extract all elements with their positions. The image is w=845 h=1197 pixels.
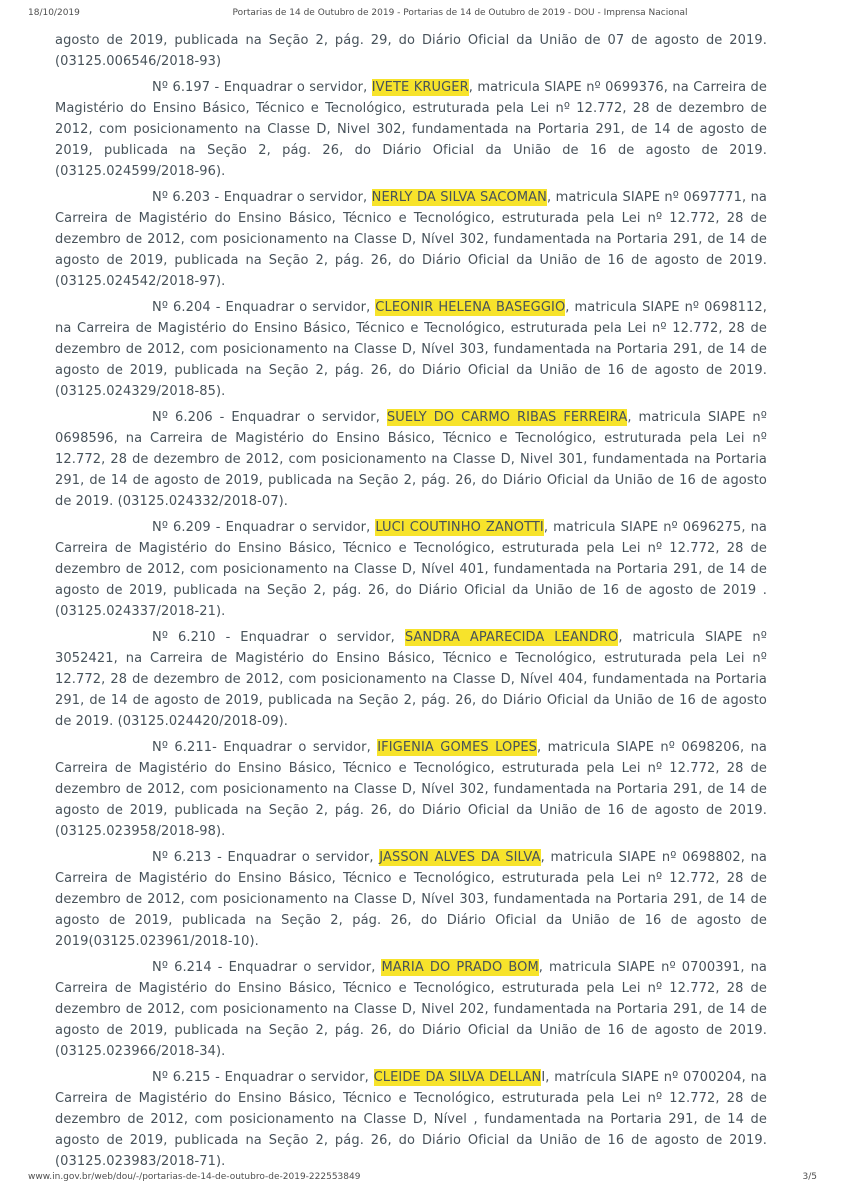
portaria-text-post: , matricula SIAPE nº 0698112, na Carreira de Magistério do Ensino Básico, Técnico e Tecnológico, estruturada pela Lei nº 12.772, 28 de dezembro de 2012, com posicionamento na Classe D, Nível 303, fundamentada na Portaria 291, de 14 de agosto de 2019, publicada na Seção 2, pág. 26, do Diário Oficial da União de 16 de agosto de 2019. (03125.024329/2018-85). — [55, 300, 767, 399]
document-body — [55, 30, 767, 1177]
portaria-text-pre: Nº 6.215 - Enquadrar o servidor, — [152, 1070, 374, 1085]
portaria-text-pre: Nº 6.203 - Enquadrar o servidor, — [152, 190, 372, 205]
portaria-text-pre: Nº 6.214 - Enquadrar o servidor, — [152, 960, 382, 975]
portaria-text-pre: Nº 6.209 - Enquadrar o servidor, — [152, 520, 376, 535]
intro-paragraph: agosto de 2019, publicada na Seção 2, pág. 29, do Diário Oficial da União de 07 de agosto de 2019. (03125.006546/2018-93) — [55, 33, 767, 69]
print-footer — [28, 1172, 817, 1182]
portaria-paragraph — [55, 77, 767, 182]
portaria-paragraph — [55, 737, 767, 842]
portaria-text-pre: Nº 6.206 - Enquadrar o servidor, — [152, 410, 387, 425]
highlighted-servant-name: NERLY DA SILVA SACOMAN — [371, 190, 547, 205]
portaria-text-post: , matricula SIAPE nº 3052421, na Carreira de Magistério do Ensino Básico, Técnico e Tecnológico, estruturada pela Lei nº 12.772, 28 de dezembro de 2012, com posicionamento na Classe D, Nível 404, fundamentada na Portaria 291, de 14 de agosto de 2019, publicada na Seção 2, pág. 26, do Diário Oficial da União de 16 de agosto de 2019. (03125.024420/2018-09). — [55, 630, 767, 729]
portaria-paragraph — [55, 1067, 767, 1172]
highlighted-servant-name: IVETE KRUGER — [371, 80, 469, 95]
portaria-text-pre: Nº 6.211- Enquadrar o servidor, — [152, 740, 378, 755]
portaria-paragraph — [55, 297, 767, 402]
portaria-text-post: , matricula SIAPE nº 0696275, na Carreira de Magistério do Ensino Básico, Técnico e Tecnológico, estruturada pela Lei nº 12.772, 28 de dezembro de 2012, com posicionamento na Classe D, Nível 401, fundamentada na Portaria 291, de 14 de agosto de 2019, publicada na Seção 2, pág. 26, do Diário Oficial da União de 16 de agosto de 2019 . (03125.024337/2018-21). — [55, 520, 768, 619]
portaria-paragraph — [55, 847, 767, 952]
highlighted-servant-name: SANDRA APARECIDA LEANDRO — [404, 630, 619, 645]
portaria-paragraph — [55, 627, 767, 732]
portaria-text-post: , matricula SIAPE nº 0697771, na Carreira de Magistério do Ensino Básico, Técnico e Tecnológico, estruturada pela Lei nº 12.772, 28 de dezembro de 2012, com posicionamento na Classe D, Nível 302, fundamentada na Portaria 291, de 14 de agosto de 2019, publicada na Seção 2, pág. 26, do Diário Oficial da União de 16 de agosto de 2019. (03125.024542/2018-97). — [55, 190, 767, 289]
highlighted-servant-name: MARIA DO PRADO BOM — [381, 960, 539, 975]
highlighted-servant-name: IFIGENIA GOMES LOPES — [377, 740, 537, 755]
highlighted-servant-name: CLEIDE DA SILVA DELLAN — [373, 1070, 542, 1085]
portaria-text-post: , matricula SIAPE nº 0699376, na Carreira de Magistério do Ensino Básico, Técnico e Tecnológico, estruturada pela Lei nº 12.772, 28 de dezembro de 2012, com posicionamento na Classe D, Nivel 302, fundamentada na Portaria 291, de 14 de agosto de 2019, publicada na Seção 2, pág. 26, do Diário Oficial da União de 16 de agosto de 2019. (03125.024599/2018-96). — [55, 80, 767, 179]
portaria-text-post: I, matrícula SIAPE nº 0700204, na Carreira de Magistério do Ensino Básico, Técnico e Tecnológico, estruturada pela Lei nº 12.772, 28 de dezembro de 2012, com posicionamento na Classe D, Nível , fundamentada na Portaria 291, de 14 de agosto de 2019, publicada na Seção 2, pág. 26, do Diário Oficial da União de 16 de agosto de 2019. (03125.023983/2018-71). — [55, 1070, 767, 1169]
header-title: Portarias de 14 de Outubro de 2019 - Portarias de 14 de Outubro de 2019 - DOU - Imprensa Nacional — [232, 8, 688, 18]
portaria-text-post: , matricula SIAPE nº 0698802, na Carreira de Magistério do Ensino Básico, Técnico e Tecnológico, estruturada pela Lei nº 12.772, 28 de dezembro de 2012, com posicionamento na Classe D, Nível 303, fundamentada na Portaria 291, de 14 de agosto de 2019, publicada na Seção 2, pág. 26, do Diário Oficial da União de 16 de agosto de 2019(03125.023961/2018-10). — [55, 850, 767, 949]
highlighted-servant-name: JASSON ALVES DA SILVA — [379, 850, 541, 865]
portaria-text-post: , matricula SIAPE nº 0700391, na Carreira de Magistério do Ensino Básico, Técnico e Tecnológico, estruturada pela Lei nº 12.772, 28 de dezembro de 2012, com posicionamento na Classe D, Nivel 202, fundamentada na Portaria 291, de 14 de agosto de 2019, publicada na Seção 2, pág. 26, do Diário Oficial da União de 16 de agosto de 2019. (03125.023966/2018-34). — [55, 960, 767, 1059]
header-date: 18/10/2019 — [28, 8, 80, 18]
portaria-paragraph — [55, 187, 767, 292]
portaria-paragraph — [55, 957, 767, 1062]
portaria-text-pre: Nº 6.197 - Enquadrar o servidor, — [152, 80, 372, 95]
portaria-text-pre: Nº 6.204 - Enquadrar o servidor, — [152, 300, 376, 315]
portaria-text-post: , matricula SIAPE nº 0698596, na Carreira de Magistério do Ensino Básico, Técnico e Tecnológico, estruturada pela Lei nº 12.772, 28 de dezembro de 2012, com posicionamento na Classe D, Nivel 301, fundamentada na Portaria 291, de 14 de agosto de 2019, publicada na Seção 2, pág. 26, do Diário Oficial da União de 16 de agosto de 2019. (03125.024332/2018-07). — [55, 410, 767, 509]
footer-page-number: 3/5 — [802, 1172, 817, 1182]
portaria-paragraph — [55, 407, 767, 512]
highlighted-servant-name: SUELY DO CARMO RIBAS FERREIRA — [386, 410, 628, 425]
portaria-text-post: , matricula SIAPE nº 0698206, na Carreira de Magistério do Ensino Básico, Técnico e Tecnológico, estruturada pela Lei nº 12.772, 28 de dezembro de 2012, com posicionamento na Classe D, Nível 302, fundamentada na Portaria 291, de 14 de agosto de 2019, publicada na Seção 2, pág. 26, do Diário Oficial da União de 16 de agosto de 2019. (03125.023958/2018-98). — [55, 740, 767, 839]
portarias-list — [55, 77, 767, 1172]
print-header — [28, 8, 817, 22]
portaria-paragraph — [55, 517, 767, 622]
highlighted-servant-name: LUCI COUTINHO ZANOTTI — [375, 520, 544, 535]
footer-url: www.in.gov.br/web/dou/-/portarias-de-14-de-outubro-de-2019-222553849 — [28, 1172, 361, 1182]
portaria-text-pre: Nº 6.210 - Enquadrar o servidor, — [152, 630, 405, 645]
portaria-text-pre: Nº 6.213 - Enquadrar o servidor, — [152, 850, 380, 865]
highlighted-servant-name: CLEONIR HELENA BASEGGIO — [375, 300, 566, 315]
